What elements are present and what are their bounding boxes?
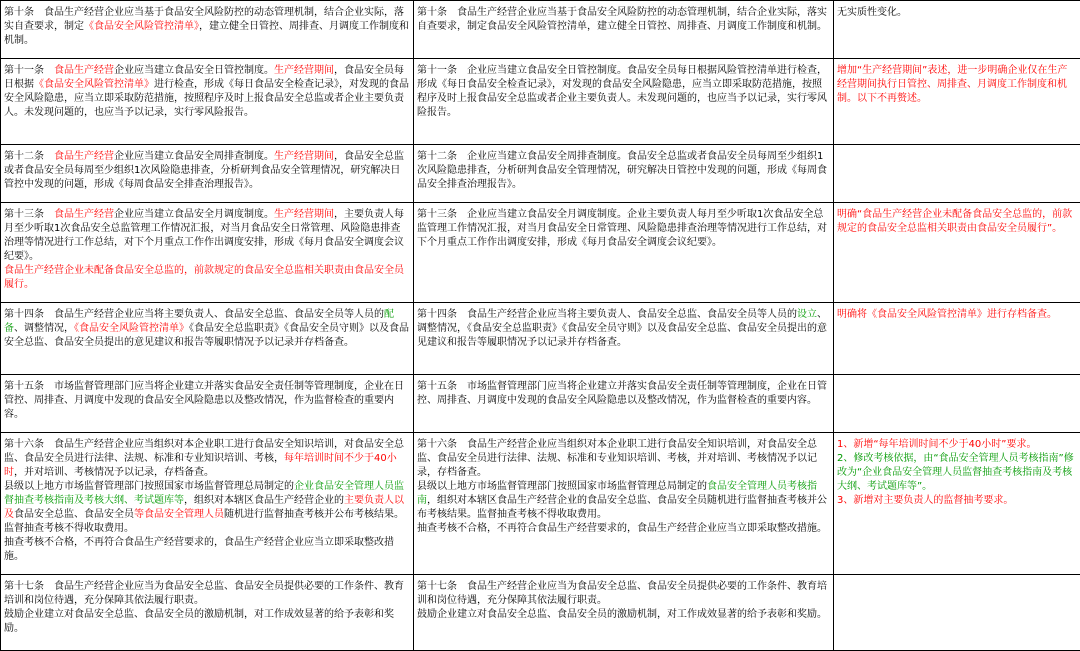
text-segment: 《食品安全风险管控清单》 [74,323,189,334]
table-row [1,59,1080,145]
text-segment: 企业食品安全管理人员监督抽查考核指南及考核大纲、考试题库等 [4,481,404,506]
revised-text-cell [1,203,414,303]
text-segment: 进行检查，形成《每日食品安全检查记录》，对发现的食品安全风险隐患，应当立即采取防范措施，按照程序及时上报食品安全总监或者企业主要负责人。未发现问题的，也应当予以记录，实行零风险报告。 [4,79,409,118]
change-note-cell [834,59,1080,145]
paragraph [4,150,409,192]
change-note-cell [834,433,1080,575]
text-segment: 随机进行监督抽查考核并公布考核结果。监督抽查考核不得收取费用。 [4,509,404,534]
table-row [1,375,1080,433]
paragraph [417,380,829,408]
text-segment: 第十六条 食品生产经营企业应当组织对本企业职工进行食品安全知识培训，对食品安全总监、食品安全员进行法律、法规、标准和专业知识培训、考核， [4,439,404,464]
text-segment: 明确“食品生产经营企业未配备食品安全总监的，前款规定的食品安全总监相关职责由食品安全员履行”。 [837,209,1072,234]
original-text-cell [414,1,834,59]
paragraph [417,522,829,536]
text-segment: 第十一条 [4,65,54,76]
text-segment: 设立 [797,309,817,320]
revised-text-cell [1,433,414,575]
paragraph [417,580,829,608]
paragraph [417,150,829,192]
text-segment: 第十四条 食品生产经营企业应当将主要负责人、食品安全总监、食品安全员等人员的 [4,309,384,320]
revised-text-cell [1,375,414,433]
text-segment: ，食品安全员每日根据 [4,65,404,90]
paragraph [417,308,829,350]
table-row [1,145,1080,203]
original-text-cell [414,59,834,145]
text-segment: 、调整情况，《食品安全总监职责》《食品安全员守则》以及食品安全总监、食品安全员提出的意见建议和报告等履职情况予以记录并存档备查。 [417,309,827,348]
paragraph [417,64,829,120]
original-text-cell [414,203,834,303]
text-segment: 县级以上地方市场监督管理部门按照国家市场监督管理总局制定的 [417,481,707,492]
original-text-cell [414,575,834,651]
paragraph [837,452,1076,494]
paragraph [4,308,409,350]
text-segment: 增加“生产经营期间”表述，进一步明确企业仅在生产经营期间执行日管控、周排查、月调度工作制度和机制。以下不再赘述。 [837,65,1067,104]
paragraph [4,380,409,422]
table-row [1,1,1080,59]
text-segment: 抽查考核不合格，不再符合食品生产经营要求的，食品生产经营企业应当立即采取整改措施。 [4,537,394,562]
text-segment: 3、新增对主要负责人的监督抽考要求。 [837,495,1013,506]
paragraph [4,64,409,120]
revised-text-cell [1,59,414,145]
text-segment: 第十三条 企业应当建立食品安全月调度制度。企业主要负责人每月至少听取1次食品安全总监管理工作情况汇报，对当月食品安全日常管理、风险隐患排查治理等情况进行工作总结，对下个月重点工作作出调度安排，形成《每月食品安全调度会议纪要》。 [417,209,827,248]
original-text-cell [414,375,834,433]
paragraph [417,608,829,622]
paragraph [4,480,409,536]
paragraph [417,480,829,522]
change-note-cell [834,375,1080,433]
text-segment: 第十五条 市场监督管理部门应当将企业建立并落实食品安全责任制等管理制度，企业在日管控、周排查、月调度中发现的食品安全风险隐患以及整改情况，作为监督检查的重要内容。 [4,381,404,420]
text-segment: 《食品安全风险管控清单》 [34,79,154,90]
revised-text-cell [1,303,414,375]
paragraph [4,208,409,264]
text-segment: 食品生产经营企业未配备食品安全总监的，前款规定的食品安全总监相关职责由食品安全员履行。 [4,265,404,290]
text-segment: 抽查考核不合格，不再符合食品生产经营要求的，食品生产经营企业应当立即采取整改措施。 [417,523,827,534]
paragraph [4,264,409,292]
text-segment: 第十条 食品生产经营企业应当基于食品安全风险防控的动态管理机制，结合企业实际，落实自查要求，制定食品安全风险管控清单，建立健全日管控、周排查、月调度工作制度和机制。 [417,7,827,32]
text-segment: ，组织对本辖区食品生产经营企业的食品安全总监、食品安全员随机进行监督抽查考核并公布考核结果。监督抽查考核不得收取费用。 [417,495,827,520]
paragraph [837,64,1076,106]
original-text-cell [414,145,834,203]
text-segment: 企业应当建立食品安全周排查制度。 [114,151,274,162]
revised-text-cell [1,575,414,651]
text-segment: 每年培训时间不少于40小时 [4,453,397,478]
paragraph [4,536,409,564]
table-row [1,433,1080,575]
table-row [1,575,1080,651]
original-text-cell [414,433,834,575]
paragraph [837,208,1076,236]
change-note-cell [834,575,1080,651]
text-segment: 《食品安全总监职责》《食品安全员守则》以及食品安全总监、食品安全员提出的意见建议和报告等履职情况予以记录并存档备查。 [4,323,409,348]
paragraph [837,438,1076,452]
change-note-cell [834,145,1080,203]
text-segment: 《食品安全风险管控清单》 [84,21,199,32]
text-segment: 食品生产经营 [54,151,114,162]
change-note-cell [834,303,1080,375]
text-segment: 食品生产经营 [54,209,114,220]
paragraph [4,580,409,608]
text-segment: 第十二条 [4,151,54,162]
text-segment: 第十二条 企业应当建立食品安全周排查制度。食品安全总监或者食品安全员每周至少组织1次风险隐患排查，分析研判食品安全管理情况，研究解决日管控中发现的问题，形成《每周食品安全排查治理报告》。 [417,151,827,190]
text-segment: 食品安全管理人员考核指南 [417,481,817,506]
text-segment: 第十四条 食品生产经营企业应当将主要负责人、食品安全总监、食品安全员等人员的 [417,309,797,320]
paragraph [837,494,1076,508]
text-segment: ，组织对本辖区食品生产经营企业的 [184,495,344,506]
text-segment: ，主要负责人每月至少听取1次食品安全总监管理工作情况汇报，对当月食品安全日常管理、风险隐患排查治理等情况进行工作总结，对下个月重点工作作出调度安排，形成《每月食品安全调度会议纪要》。 [4,209,404,262]
paragraph [837,6,1076,20]
text-segment: 企业应当建立食品安全月调度制度。 [114,209,274,220]
text-segment: 第十七条 食品生产经营企业应当为食品安全总监、食品安全员提供必要的工作条件、教育培训和岗位待遇，充分保障其依法履行职责。 [4,581,404,606]
text-segment: 2、修改考核依据，由“食品安全管理人员考核指南”修改为“企业食品安全管理人员监督抽查考核指南及考核大纲、考试题库等”。 [837,453,1074,492]
text-segment: 第十三条 [4,209,54,220]
text-segment: 鼓励企业建立对食品安全总监、食品安全员的激励机制，对工作成效显著的给予表彰和奖励。 [4,609,394,634]
text-segment: 1、新增“每年培训时间不少于40小时”要求。 [837,439,1036,450]
original-text-cell [414,303,834,375]
paragraph [417,6,829,34]
revised-text-cell [1,1,414,59]
revised-text-cell [1,145,414,203]
text-segment: 等食品安全管理人员 [134,509,224,520]
text-segment: 无实质性变化。 [837,7,907,18]
text-segment: 县级以上地方市场监督管理部门按照国家市场监督管理总局制定的 [4,481,294,492]
table-row [1,203,1080,303]
text-segment: 食品安全总监、食品安全员 [14,509,134,520]
text-segment: 企业应当建立食品安全日管控制度。 [114,65,274,76]
text-segment: 生产经营期间 [274,209,334,220]
paragraph [417,438,829,480]
text-segment: 第十五条 市场监督管理部门应当将企业建立并落实食品安全责任制等管理制度，企业在日管控、周排查、月调度中发现的食品安全风险隐患以及整改情况，作为监督检查的重要内容。 [417,381,827,406]
change-note-cell [834,203,1080,303]
text-segment: 第十六条 食品生产经营企业应当组织对本企业职工进行食品安全知识培训，对食品安全总监、食品安全员进行法律、法规、标准和专业知识培训、考核，并对培训、考核情况予以记录，存档备查。 [417,439,817,478]
text-segment: 生产经营期间 [274,65,334,76]
paragraph [4,438,409,480]
text-segment: 第十条 食品生产经营企业应当基于食品安全风险防控的动态管理机制，结合企业实际，落实自查要求，制定 [4,7,404,32]
text-segment: 配备 [4,309,394,334]
text-segment: ，建立健全日管控、周排查、月调度工作制度和机制。 [4,21,409,46]
paragraph [4,608,409,636]
paragraph [4,6,409,48]
text-segment: 第十一条 企业应当建立食品安全日管控制度。食品安全员每日根据风险管控清单进行检查，形成《每日食品安全检查记录》，对发现的食品安全风险隐患，应当立即采取防范措施，按照程序及时上报食品安全总监或者企业主要负责人。未发现问题的，也应当予以记录，实行零风险报告。 [417,65,827,118]
text-segment: 明确将《食品安全风险管控清单》进行存档备查。 [837,309,1057,320]
change-note-cell [834,1,1080,59]
text-segment: 、调整情况， [14,323,74,334]
text-segment: 生产经营期间 [274,151,334,162]
text-segment: ，食品安全总监或者食品安全员每周至少组织1次风险隐患排查，分析研判食品安全管理情况，研究解决日管控中发现的问题，形成《每周食品安全排查治理报告》。 [4,151,404,190]
paragraph [837,308,1076,322]
text-segment: ，并对培训、考核情况予以记录，存档备查。 [14,467,214,478]
table-row [1,303,1080,375]
text-segment: 第十七条 食品生产经营企业应当为食品安全总监、食品安全员提供必要的工作条件、教育培训和岗位待遇，充分保障其依法履行职责。 [417,581,827,606]
paragraph [417,208,829,250]
text-segment: 主要负责人以及 [4,495,404,520]
comparison-table-body [1,1,1080,651]
text-segment: 鼓励企业建立对食品安全总监、食品安全员的激励机制，对工作成效显著的给予表彰和奖励。 [417,609,827,620]
text-segment: 食品生产经营 [54,65,114,76]
